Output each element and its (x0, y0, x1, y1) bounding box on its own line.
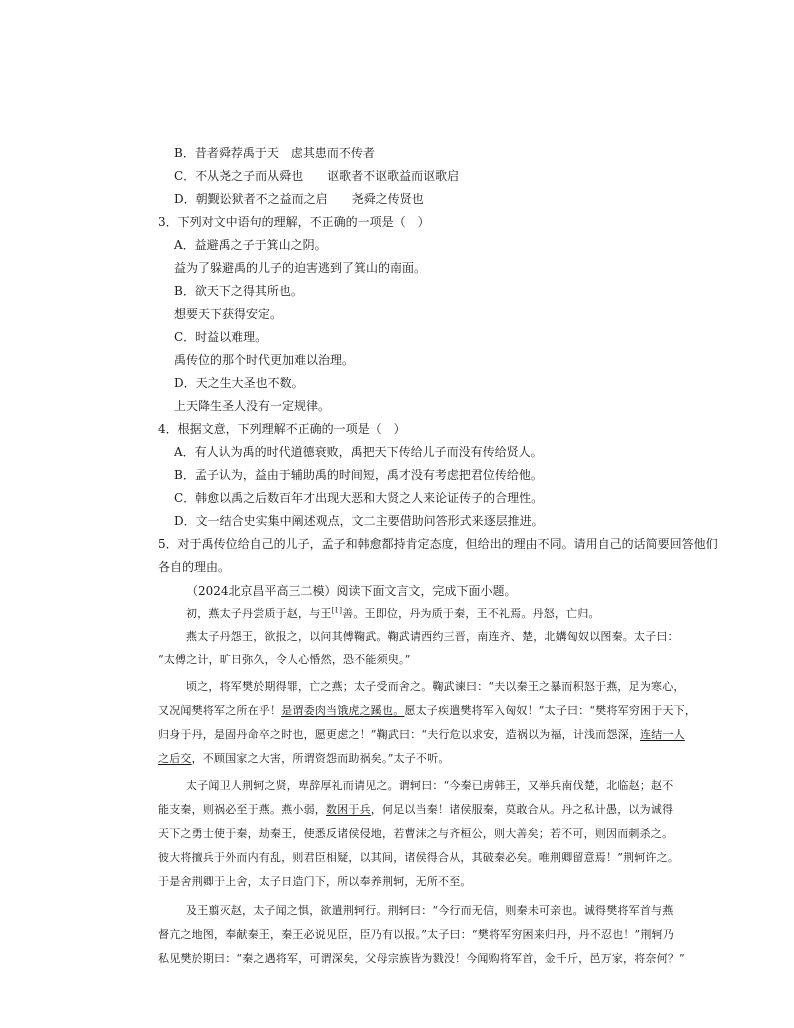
passage-line (158, 703, 696, 719)
passage-line: 太子闻卫人荆轲之贤，卑辞厚礼而请见之。谓轲曰：“今秦已虏韩王，又举兵南伐楚，北临赵；赵不 (186, 779, 674, 792)
q2-option-c: C．不从尧之子而从舜也 讴歌者不讴歌益而讴歌启 (174, 169, 460, 183)
q5-stem-line-1: 5．对于禹传位给自己的儿子，孟子和韩愈都持肯定态度，但给出的理由不同。请用自己的话简要回答他们 (158, 537, 718, 551)
q3-stem: 3．下列对文中语句的理解，不正确的一项是（ ） (158, 215, 430, 229)
passage-line: 私见樊於期曰：“秦之遇将军，可谓深矣，父母宗族皆为戮没！今闻购将军首，金千斤，邑万家，将奈何？” (158, 952, 685, 965)
q3-option-b: B．欲天下之得其所也。 (174, 284, 303, 298)
q2-option-d: D．朝觐讼狱者不之益而之启 尧舜之传贤也 (174, 192, 424, 206)
q5-stem-line-2: 各自的理由。 (158, 560, 231, 574)
passage-line: 燕太子丹怨王，欲报之，以问其傅鞠武。鞠武请西约三晋，南连齐、楚，北媾匈奴以图秦。太子曰： (186, 630, 679, 643)
passage-line (158, 727, 685, 743)
passage-line: 天下之勇士使于秦，劫秦王，使悉反诸侯侵地，若曹沫之与齐桓公，则大善矣；若不可，则因而刺杀之。 (158, 827, 674, 840)
passage-text: ，不顾国家之大害，所谓资怨而助祸矣。”太子不听。 (191, 752, 450, 765)
passage-text: 初，燕太子丹尝质于赵，与王 (186, 607, 332, 620)
underlined-phrase: 之后交 (158, 752, 192, 765)
passage-text: 善。王即位，丹为质于秦，王不礼焉。丹怒，亡归。 (342, 607, 600, 620)
passage-text: ，何足以当秦！诸侯服秦，莫敢合从。丹之私计愚，以为诚得 (370, 803, 674, 816)
q4-option-a: A．有人认为禹的时代道德衰败，禹把天下传给儿子而没有传给贤人。 (174, 445, 543, 459)
passage-intro: （2024北京昌平高三二模）阅读下面文言文，完成下面小题。 (186, 584, 517, 598)
q2-option-b: B．昔者舜荐禹于天 虑其患而不传者 (174, 146, 375, 160)
q3-option-d: D．天之生大圣也不数。 (174, 376, 304, 390)
q3-option-c-explanation: 禹传位的那个时代更加难以治理。 (174, 353, 355, 367)
passage-text: 愿太子疾遣樊将军入匈奴！”太子曰：“樊将军穷困于天下， (404, 704, 697, 717)
q3-option-b-explanation: 想要天下获得安定。 (174, 307, 283, 321)
q3-option-d-explanation: 上天降生圣人没有一定规律。 (174, 399, 331, 413)
passage-text: 归身于丹，是固丹命卒之时也，愿更虑之！”鞠武曰：“夫行危以求安，造祸以为福，计浅而怨深， (158, 728, 641, 741)
q4-option-b: B．孟子认为，益由于辅助禹的时间短，禹才没有考虑把君位传给他。 (174, 468, 543, 482)
underlined-phrase: 数困于兵 (326, 803, 371, 816)
passage-line: 彼大将擅兵于外而内有乱，则君臣相疑，以其间，诸侯得合从，其破秦必矣。唯荆卿留意焉！”荆轲许之。 (158, 851, 680, 864)
passage-text: 又况闻樊将军之所在乎！ (158, 704, 282, 717)
passage-line: “太傅之计，旷日弥久，令人心惛然，恐不能须臾。” (158, 653, 411, 666)
passage-line: 顷之，将军樊於期得罪，亡之燕；太子受而舍之。鞠武谏曰：“夫以秦王之暴而积怒于燕，足为寒心， (186, 680, 685, 693)
q3-option-a-explanation: 益为了躲避禹的儿子的迫害逃到了箕山的南面。 (174, 261, 427, 275)
passage-line: 于是舍荆卿于上舍，太子日造门下，所以奉养荆轲，无所不至。 (158, 875, 472, 888)
passage-line: 督亢之地图，奉献秦王，秦王必说见臣，臣乃有以报。”太子曰：“樊将军穷困来归丹，丹不忍也！”荆轲乃 (158, 928, 674, 941)
passage-text: 能支秦，则祸必至于燕。燕小弱， (158, 803, 326, 816)
passage-line: 及王翦灭赵，太子闻之惧，欲遣荆轲行。荆轲曰：“今行而无信，则秦未可亲也。诚得樊将军首与燕 (186, 904, 674, 917)
q4-option-c: C．韩愈以禹之后数百年才出现大恶和大贤之人来论证传子的合理性。 (174, 491, 544, 505)
footnote-marker: [1] (331, 606, 343, 615)
q4-stem: 4．根据文意，下列理解不正确的一项是（ ） (158, 422, 406, 436)
q3-option-c: C．时益以难理。 (174, 330, 268, 344)
passage-line (158, 751, 450, 767)
q4-option-d: D．文一结合史实集中阐述观点，文二主要借助问答形式来逐层推进。 (174, 514, 544, 528)
passage-paragraph-1 (186, 606, 600, 622)
passage-line (158, 802, 673, 818)
underlined-phrase: 连结一人 (640, 728, 685, 741)
underlined-phrase: 是谓委肉当饿虎之蹊也。 (281, 704, 405, 717)
q3-option-a: A．益避禹之子于箕山之阴。 (174, 238, 327, 252)
